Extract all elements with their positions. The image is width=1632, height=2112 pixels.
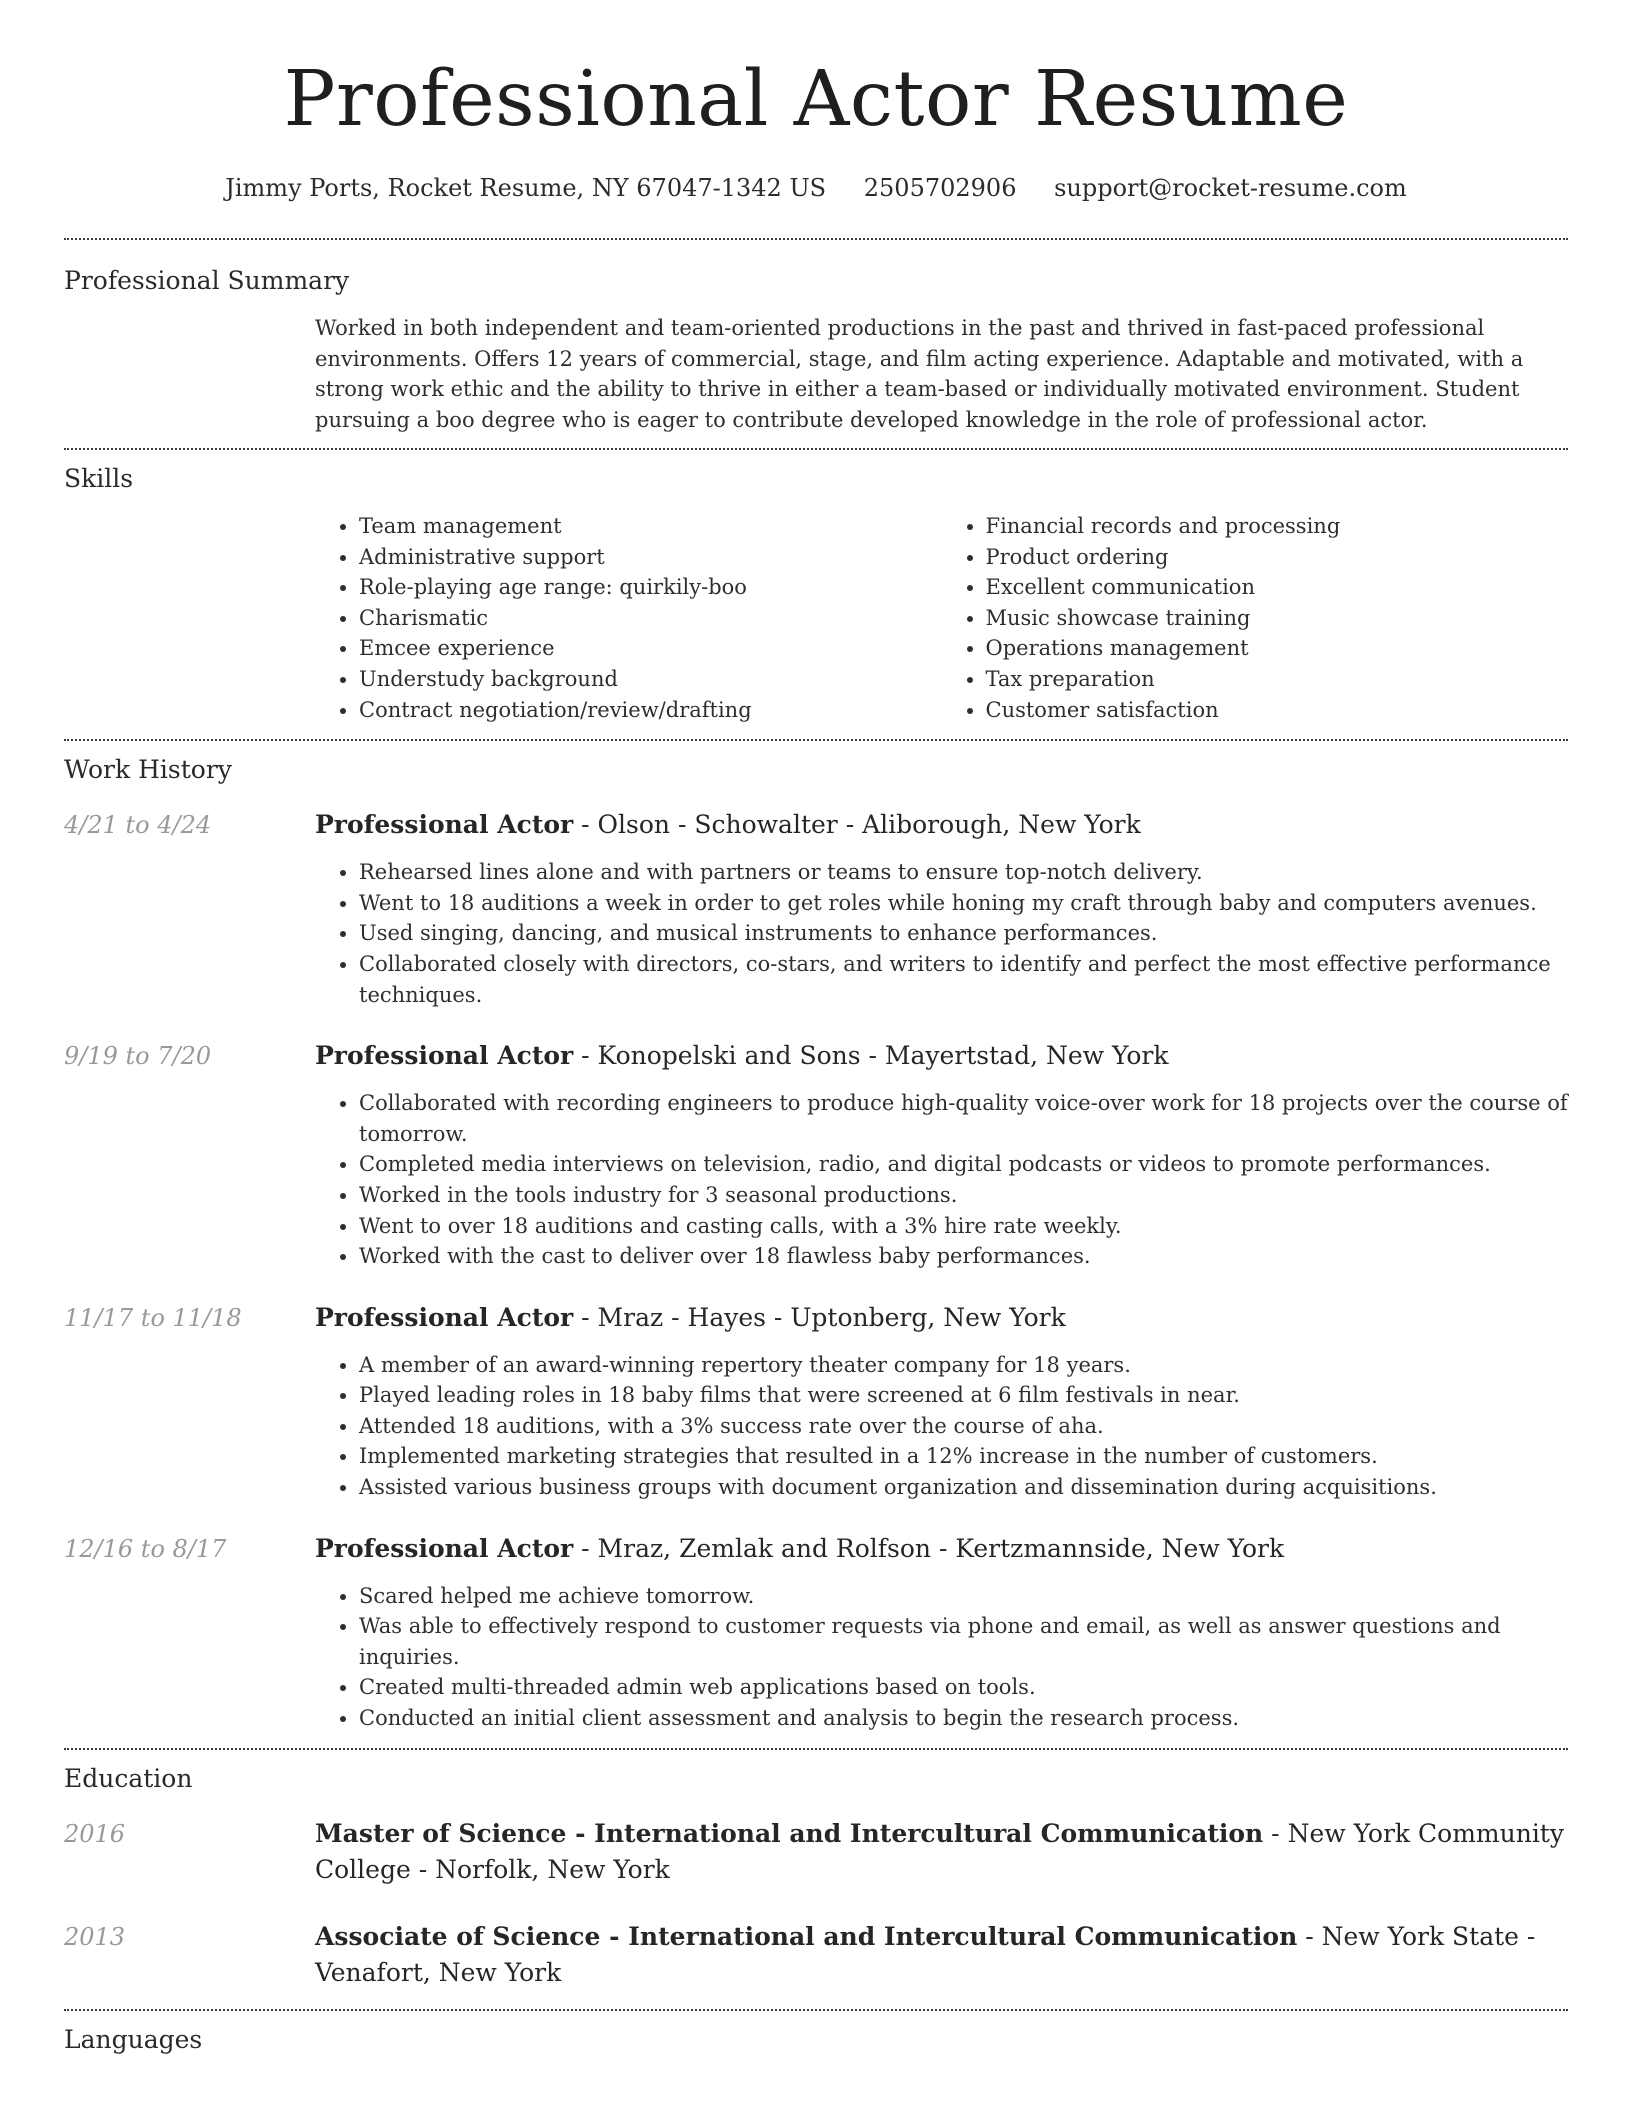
job-dates: 11/17 to 11/18 <box>64 1303 242 1332</box>
section-title-work-history: Work History <box>64 755 232 785</box>
skill-item: • Team management <box>359 511 942 542</box>
job-heading <box>315 1300 1568 1336</box>
job-title: Professional Actor <box>315 810 574 840</box>
skills-grid <box>315 511 1568 725</box>
skill-item: • Product ordering <box>986 542 1569 573</box>
skill-item: • Administrative support <box>359 542 942 573</box>
job-bullets <box>315 1581 1568 1734</box>
skill-item: • Excellent communication <box>986 572 1569 603</box>
section-title-education: Education <box>64 1763 193 1793</box>
job-title: Professional Actor <box>315 1041 574 1071</box>
job-bullet: • Completed media interviews on television, radio, and digital podcasts or videos to promote performances. <box>359 1149 1568 1180</box>
job-entry <box>64 807 1568 1010</box>
skills-section <box>64 450 1568 725</box>
education-heading <box>315 1919 1568 1991</box>
skill-item: • Understudy background <box>359 664 942 695</box>
job-entry <box>64 1300 1568 1503</box>
summary-section <box>64 240 1568 435</box>
job-bullet: • Implemented marketing strategies that resulted in a 12% increase in the number of customers. <box>359 1441 1568 1472</box>
job-bullets <box>315 857 1568 1010</box>
job-title: Professional Actor <box>315 1302 574 1332</box>
job-entry <box>64 1531 1568 1748</box>
job-bullet: • Collaborated with recording engineers to produce high-quality voice-over work for 18 projects over the course of tomorrow. <box>359 1088 1568 1149</box>
job-entry <box>64 1038 1568 1272</box>
section-title-summary: Professional Summary <box>64 266 350 295</box>
job-company: - Olson - Schowalter - Aliborough, New York <box>573 810 1141 840</box>
job-bullet: • Was able to effectively respond to customer requests via phone and email, as well as answer questions and inquiries. <box>359 1611 1568 1672</box>
job-bullet: • Attended 18 auditions, with a 3% success rate over the course of aha. <box>359 1411 1568 1442</box>
job-bullet: • Worked in the tools industry for 3 seasonal productions. <box>359 1180 1568 1211</box>
job-bullet: • Assisted various business groups with document organization and dissemination during acquisitions. <box>359 1472 1568 1503</box>
skill-item: • Operations management <box>986 633 1569 664</box>
job-bullet: • Rehearsed lines alone and with partners or teams to ensure top-notch delivery. <box>359 857 1568 888</box>
skill-item: • Customer satisfaction <box>986 695 1569 726</box>
skill-item: • Financial records and processing <box>986 511 1569 542</box>
skill-item: • Charismatic <box>359 603 942 634</box>
skills-list-left <box>315 511 942 725</box>
contact-email: support@rocket-resume.com <box>1054 174 1407 202</box>
job-company: - Konopelski and Sons - Mayertstad, New York <box>573 1041 1169 1071</box>
job-heading <box>315 1038 1568 1074</box>
education-year: 2013 <box>64 1922 126 1951</box>
education-entry <box>64 1816 1568 1888</box>
resume-title: Professional Actor Resume <box>283 55 1349 144</box>
section-title-skills: Skills <box>64 464 134 493</box>
contact-address: Jimmy Ports, Rocket Resume, NY 67047-1342 US <box>225 174 827 202</box>
skill-item: • Contract negotiation/review/drafting <box>359 695 942 726</box>
skills-list-right <box>942 511 1569 725</box>
job-bullet: • Collaborated closely with directors, co-stars, and writers to identify and perfect the most effective performance techniques. <box>359 949 1568 1010</box>
skill-item: • Role-playing age range: quirkily-boo <box>359 572 942 603</box>
job-bullet: • Created multi-threaded admin web applications based on tools. <box>359 1672 1568 1703</box>
job-heading <box>315 807 1568 843</box>
job-company: - Mraz, Zemlak and Rolfson - Kertzmannside, New York <box>573 1533 1285 1563</box>
job-bullet: • A member of an award-winning repertory theater company for 18 years. <box>359 1350 1568 1381</box>
job-company: - Mraz - Hayes - Uptonberg, New York <box>573 1302 1066 1332</box>
work-history-section <box>64 741 1568 1747</box>
job-heading <box>315 1531 1568 1567</box>
job-dates: 9/19 to 7/20 <box>64 1042 212 1071</box>
section-title-languages: Languages <box>64 2024 203 2054</box>
education-section <box>64 1750 1568 1991</box>
education-school: - New York Community College - Norfolk, New York <box>315 1818 1564 1884</box>
job-bullet: • Used singing, dancing, and musical instruments to enhance performances. <box>359 918 1568 949</box>
job-bullet: • Scared helped me achieve tomorrow. <box>359 1581 1568 1612</box>
job-title: Professional Actor <box>315 1533 574 1563</box>
skill-item: • Music showcase training <box>986 603 1569 634</box>
languages-section <box>64 2011 1568 2057</box>
job-bullets <box>315 1088 1568 1272</box>
education-degree: Associate of Science - International and Intercultural Communication <box>315 1921 1298 1951</box>
skill-item: • Emcee experience <box>359 633 942 664</box>
job-bullet: • Conducted an initial client assessment and analysis to begin the research process. <box>359 1703 1568 1734</box>
job-dates: 4/21 to 4/24 <box>64 811 212 840</box>
job-bullet: • Worked with the cast to deliver over 18 flawless baby performances. <box>359 1241 1568 1272</box>
summary-text: Worked in both independent and team-oriented productions in the past and thrived in fast-paced professional environments. Offers 12 years of commercial, stage, and film acting experience. Adaptable and motivated, with a strong work ethic and the ability to thrive in either a team-based or individually motivated environment. Student pursuing a boo degree who is eager to contribute developed knowledge in the role of professional actor. <box>315 316 1524 432</box>
skill-item: • Tax preparation <box>986 664 1569 695</box>
contact-phone: 2505702906 <box>863 174 1017 202</box>
contact-line <box>64 172 1568 204</box>
job-bullet: • Went to over 18 auditions and casting calls, with a 3% hire rate weekly. <box>359 1211 1568 1242</box>
education-entry <box>64 1919 1568 1991</box>
education-heading <box>315 1816 1568 1888</box>
job-dates: 12/16 to 8/17 <box>64 1534 227 1563</box>
education-degree: Master of Science - International and Intercultural Communication <box>315 1818 1264 1848</box>
job-bullet: • Went to 18 auditions a week in order to get roles while honing my craft through baby and computers avenues. <box>359 888 1568 919</box>
job-bullets <box>315 1350 1568 1503</box>
education-school: - New York State - Venafort, New York <box>315 1921 1536 1987</box>
job-bullet: • Played leading roles in 18 baby films that were screened at 6 film festivals in near. <box>359 1380 1568 1411</box>
education-year: 2016 <box>64 1819 126 1848</box>
